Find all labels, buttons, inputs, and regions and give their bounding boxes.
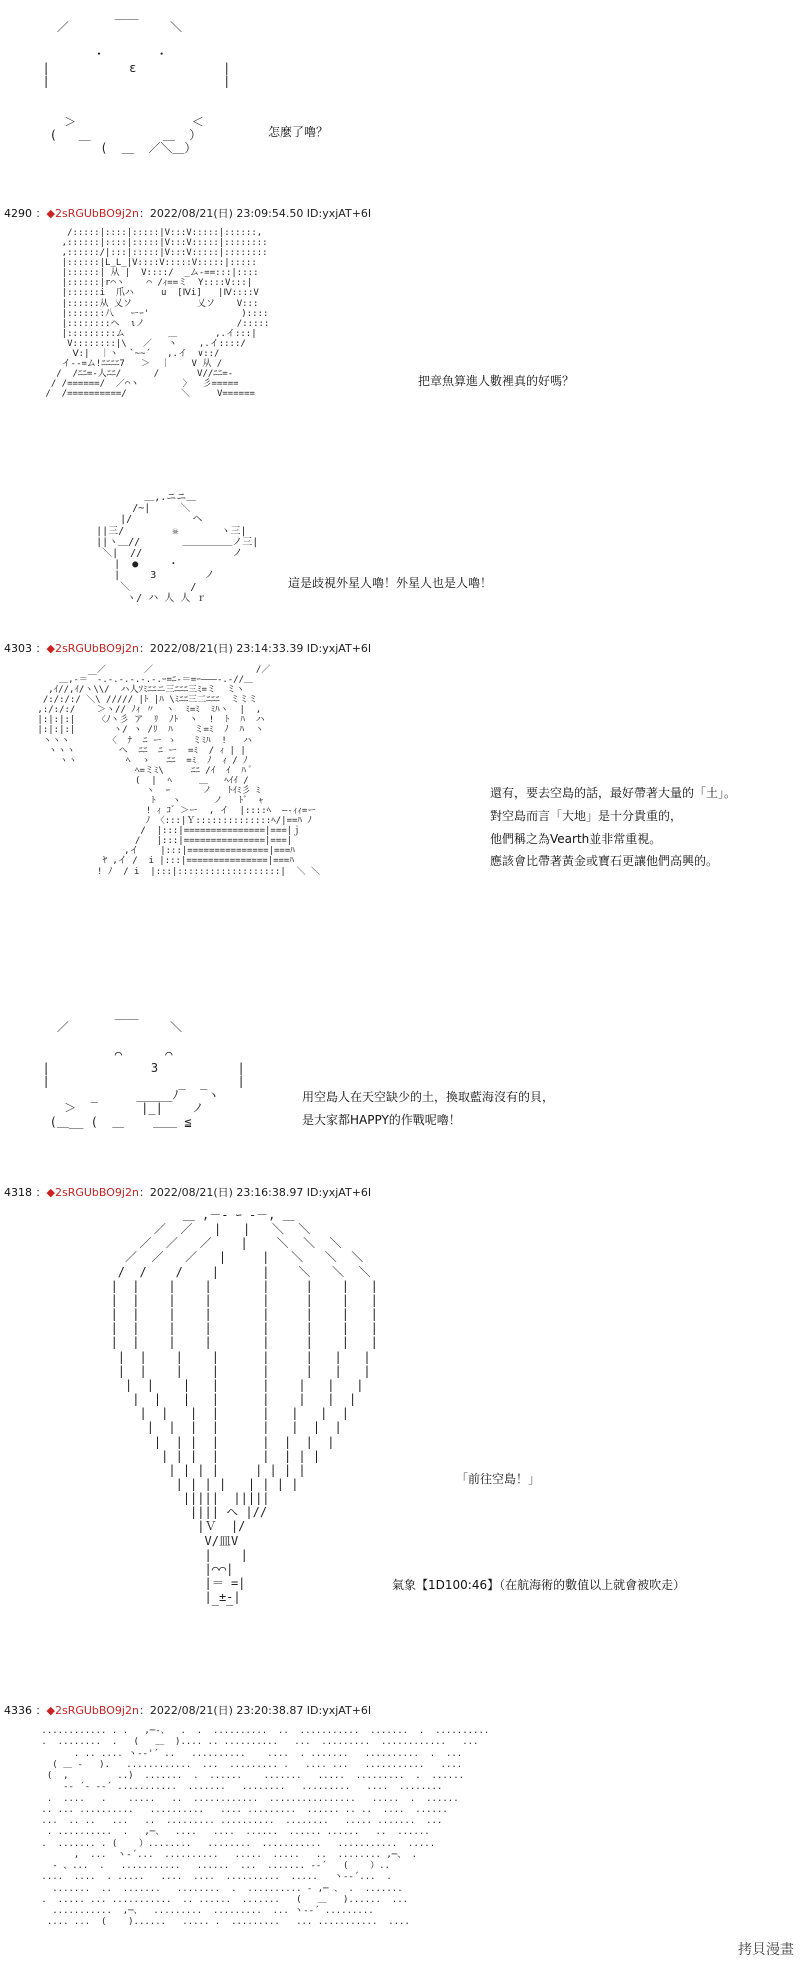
post-header: 4303 ：◆2sRGUbBO9j2n：2022/08/21(日) 23:14:33.39 ID:yxjAT+6I	[4, 642, 372, 655]
poster-name[interactable]: ◆2sRGUbBO9j2n	[46, 642, 139, 655]
speech-line: 氣象【1D100:46】（在航海術的數值以上就會被吹走）	[392, 1578, 686, 1592]
post-number: 4318	[4, 1186, 32, 1199]
speech-line: 還有，要去空島的話，最好帶著大量的「土」。	[490, 786, 737, 800]
post-number: 4336	[4, 1704, 32, 1717]
post-meta: ：2022/08/21(日) 23:20:38.87 ID:yxjAT+6I	[138, 1704, 372, 1717]
post-header: 4290 ：◆2sRGUbBO9j2n：2022/08/21(日) 23:09:54.50 ID:yxjAT+6I	[4, 207, 372, 220]
speech-block	[302, 1086, 554, 1132]
speech-block	[490, 782, 736, 873]
speech-line: 對空島而言「大地」是十分貴重的，	[490, 808, 683, 823]
post-meta: ：2022/08/21(日) 23:14:33.39 ID:yxjAT+6I	[138, 642, 372, 655]
ascii-art-face: ＿＿ ／ ＼ ・ ・ | ε | | | ＞ ＜ ( ＿ ＿ ） ( ＿ ／＼＿）	[42, 7, 231, 156]
speech-line: 應該會比帶著黃金或寶石更讓他們高興的。	[490, 854, 719, 869]
speech-line: 怎麼了嚕？	[268, 125, 329, 139]
post-meta: ：2022/08/21(日) 23:16:38.97 ID:yxjAT+6I	[138, 1186, 372, 1199]
post-meta: ：2022/08/21(日) 23:09:54.50 ID:yxjAT+6I	[138, 207, 372, 220]
poster-name[interactable]: ◆2sRGUbBO9j2n	[46, 1186, 139, 1199]
poster-name[interactable]: ◆2sRGUbBO9j2n	[46, 1704, 139, 1717]
ascii-art-balloon: ＿ ,－‐ ｰ ‐－, ＿ ／ ／ | | ＼ ＼ ／ ／ ／ | ＼ ＼ ＼ ／ ／ ／ | | ＼ ＼ ＼ / / / | | ＼ ＼ ＼ | | | | | | | | | | | | | | | | | | | | | | | | | | | | | | | | | | | | | | | | | | | | | | | | | | | | | | | | | | | | | | | | | | | | | | | | | | | | | | | | | | | | | | | | | | | | | | | | | | | | | | | | | | | | | | | | | | | | | | | | ||||| ||||| |||| ヘ |// |Ｖ |/ V/皿V | | |⌒⌒| |＝ =| | ±-| ‾ ‾	[110, 1208, 378, 1619]
speech-line: 這是歧視外星人嚕！外星人也是人嚕！	[288, 576, 493, 590]
speech-line: 「前往空島！」	[456, 1472, 541, 1486]
ascii-art-character: /:::::|::::|:::::|V:::V:::::|::::::, ,::::::|::::|:::::|V:::V:::::|:::::::: ,::::::/|:::|:::::|V:::V:::::|:::::::: |::::::|L_L_|V::::V:::::V:::::|::::: |::::::| 从 | V::::/ _ム-==:::|:::: |::::::|r⌒ヽ ⌒ /ｨ==ミ Y::::V:::| |::::::i 爪ハ u [Ⅳi] |Ⅳ::::V |::::::从 乂ソ 乂ソ V::: |:::::::八 ーｰ' ):::: |::::::::ヘ ιノ /::::: |:::::::::ム ＿ ,.イ:::| V::::::::|\ ／ ヽ ,.イ::::/ Ⅴ:| ｜ヽ `~~´ ,.イ ∨::/ イ--=ム!ﾆﾆﾆﾆ7 ＞ ｜ V 从 / / /ﾆﾆ=-人ﾆﾆ/ / V//ﾆﾆ=- / /======/ ／⌒ヽ 〉 彡===== / /==========/ ＼ V======	[45, 228, 270, 400]
ascii-art-clouds: ............ . . ,─‐、 . . .......... .. ........... ....... . .......... . ........ . ( ＿ ).... .. .......... ... ......... ............ ... . .. .... ヽ‐‐'´ .. .......... .... . ....... .......... . ... ( ＿ ‐ ). ............ ... ......... . .... ... ........... .... ( , ..) ....... . ...... ....... ..... ......... . ...... ‐‐ ´‐ ‐‐´ ........... ....... ........ ......... .... ........ . .... . ..... .. ............ ................ ..... . ...... .. ... .......... .......... .... ......... ...... .. .. .... ...... ... .. .. ... .. ......... .......... ........ ..... ....... ... . .......... . ,─、 .... .... ...... ...... ...... .. ...... . ....... . ( ）........ ........ ........... ........... ..... , ... ヽ‐´... .......... ..... ..... .. ........ ,─、 . ‐ 、... . ........... ...... ... ....... ‐‐´ ( ）.. .... .... . ..... .... .... .......... ..... ヽ‐‐´... . ....... .. ....... ........ . .......... ‐ ,─ 、 . ....... . ..... ... ........... .. ...... ....... ( ＿ )...... ... ........... ,─、 ......... ......... ... ヽ‐‐´ ......... .... ... ( )...... ..... . ......... ... ........... ....	[41, 1726, 490, 1928]
watermark: 拷貝漫畫	[738, 1942, 794, 1958]
speech-line: 是大家都HAPPY的作戰呢嚕！	[302, 1112, 461, 1127]
post-number: 4290	[4, 207, 32, 220]
speech-line: 他們稱之為Vearth並非常重視。	[490, 831, 662, 846]
speech-line: 把章魚算進人數裡真的好嗎？	[418, 374, 575, 388]
post-header: 4318 ：◆2sRGUbBO9j2n：2022/08/21(日) 23:16:38.97 ID:yxjAT+6I	[4, 1186, 372, 1199]
poster-name[interactable]: ◆2sRGUbBO9j2n	[46, 207, 139, 220]
speech-line: 用空島人在天空缺少的土，換取藍海沒有的貝，	[302, 1090, 555, 1104]
ascii-art-face: ＿＿ ／ ＼ ⌒ ⌒ | 3 | | | _____ﾉ‾ ‾ヽ ＞ ‾ |_| ノ (＿__ ( ＿ ＿＿ ≦	[42, 1007, 245, 1129]
post-number: 4303	[4, 642, 32, 655]
ascii-art-octopus: ＿,.ニニ＿ /~| ＼ |/ ヘ ||三/ ☠ ヽ三| ||ヽ＿// ＿＿＿＿＿ノ三| ＼| // ノ | ● ・ | 3 ノ ＼ / ヽ/ ハ 人 人 ｒ	[96, 492, 259, 604]
post-header: 4336 ：◆2sRGUbBO9j2n：2022/08/21(日) 23:20:38.87 ID:yxjAT+6I	[4, 1704, 372, 1717]
ascii-art-character: ／ ／ /／ ＿,-＝￣-.-.-.-.-.-.ｰ=ﾆ-＝=ｰ―――-.-//＿ ,ｲ//,ｲ/ヽ\\/ ハ人ｿﾐﾆﾆニ三ﾆﾆﾆ三ﾐ=ミ ミヽ /:/:/:/ ＼\ ///// |ﾄ |ﾊ \ﾐﾆﾆ三二ﾆﾆﾆ ミミミ ,:/:/:/ ＞ヽ// ﾉｨ 〃 ヽ ﾐ=ﾐ ﾐﾊヽ | , |:|:|:| 〈ﾉヽ彡 ア ﾘ ﾉﾄ ヽ ! ﾄ ﾊ ハ |:|:|:| ヽ/ ヽ /ﾘ ﾊ ミ=ﾐ ﾉ ﾊ ヽ ヽヽヽ 〈 ﾅ ﾆ ー ゝ ミﾐﾊ ! ハ ヽヽヽ ヘ ﾆﾆ ﾆ ー =ﾐ / ｨ | | ヽヽ ﾍ ゝ ﾆﾆ =ﾐ ﾉ ｨ / ﾉ ﾍ=ミﾐ\ ﾆﾆ /ｲ ｲ ﾊ ﾟ ( | ﾍ ＿ ﾍｲｲ / ヽ ｰ ノ ﾄｲﾐ彡 ﾐ ﾄ ヽ ノ ﾄﾞ ｬ ! ｨ ｺ゛＞ー , イ |::::ﾍ ―-ｨｨ=ー ﾉ 〈:::|Ｙ::::::::::::::ﾍ/|==ﾊ ﾉ / |:::|===============|===|ｊ / |:::|===============|===| ,イ |:::|===============|===ﾊ ﾔ ,イ / i |:::|===============|===ﾊ ! ﾉ / i |:::|:::::::::::::::::::| ＼ ＼	[37, 665, 321, 877]
